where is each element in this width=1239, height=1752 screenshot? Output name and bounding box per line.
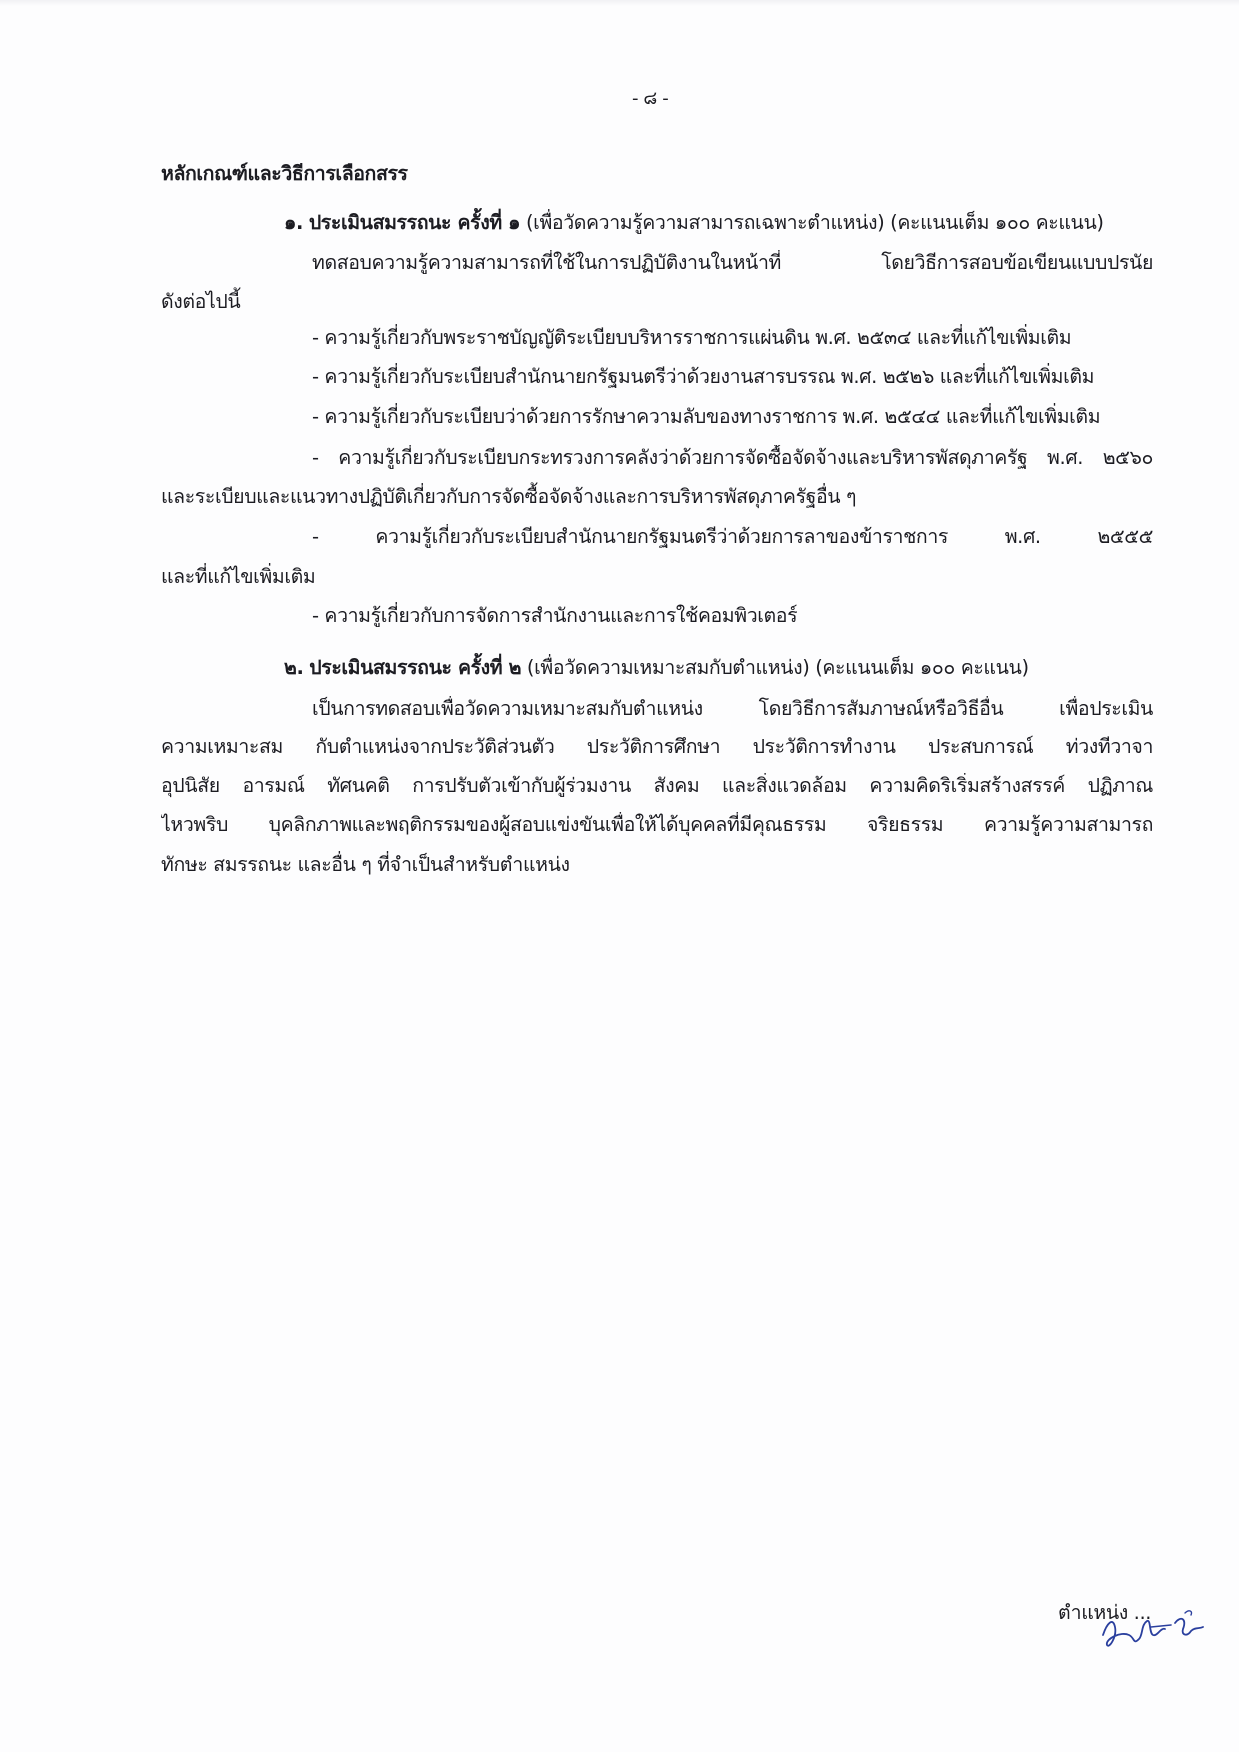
section1-item-2: - ความรู้เกี่ยวกับระเบียบสำนักนายกรัฐมนตรีว่าด้วยงานสารบรรณ พ.ศ. ๒๕๒๖ และที่แก้ไขเพิ่มเติม <box>312 365 1095 388</box>
section1-header <box>284 210 1104 236</box>
section1-item-1: - ความรู้เกี่ยวกับพระราชบัญญัติระเบียบบริหารราชการแผ่นดิน พ.ศ. ๒๕๓๔ และที่แก้ไขเพิ่มเติม <box>312 326 1072 349</box>
document-heading: หลักเกณฑ์และวิธีการเลือกสรร <box>161 162 408 185</box>
section1-intro-line-2: ดังต่อไปนี้ <box>161 290 241 313</box>
scan-edge-shading <box>0 0 1239 6</box>
section2-line-4: ไหวพริบ บุคลิกภาพและพฤติกรรมของผู้สอบแข่งขันเพื่อให้ได้บุคคลที่มีคุณธรรม จริยธรรม ความรู้ความสามารถ <box>161 813 1153 836</box>
section2-line-3: อุปนิสัย อารมณ์ ทัศนคติ การปรับตัวเข้ากับผู้ร่วมงาน สังคม และสิ่งแวดล้อม ความคิดริเริ่มสร้างสรรค์ ปฏิภาณ <box>161 774 1153 797</box>
section1-item-5-continued: และที่แก้ไขเพิ่มเติม <box>161 565 316 588</box>
section2-subtitle: (เพื่อวัดความเหมาะสมกับตำแหน่ง) (คะแนนเต็ม ๑๐๐ คะแนน) <box>526 656 1029 679</box>
section2-number: ๒. <box>284 656 304 679</box>
section2-line-1: เป็นการทดสอบเพื่อวัดความเหมาะสมกับตำแหน่ง โดยวิธีการสัมภาษณ์หรือวิธีอื่น เพื่อประเมิน <box>312 697 1153 720</box>
section1-item-6: - ความรู้เกี่ยวกับการจัดการสำนักงานและการใช้คอมพิวเตอร์ <box>312 604 798 627</box>
section1-subtitle: (เพื่อวัดความรู้ความสามารถเฉพาะตำแหน่ง) (คะแนนเต็ม ๑๐๐ คะแนน) <box>525 211 1104 234</box>
section1-title: ประเมินสมรรถนะ ครั้งที่ ๑ <box>308 211 521 234</box>
section2-line-5: ทักษะ สมรรถนะ และอื่น ๆ ที่จำเป็นสำหรับตำแหน่ง <box>161 853 570 876</box>
section1-item-4: - ความรู้เกี่ยวกับระเบียบกระทรวงการคลังว่าด้วยการจัดซื้อจัดจ้างและบริหารพัสดุภาครัฐ พ.ศ. ๒๕๖๐ <box>312 446 1153 469</box>
page-number: - ๘ - <box>632 88 669 109</box>
section1-item-4-continued: และระเบียบและแนวทางปฏิบัติเกี่ยวกับการจัดซื้อจัดจ้างและการบริหารพัสดุภาครัฐอื่น ๆ <box>161 485 857 508</box>
continuation-text: ตำแหน่ง ... <box>1058 1601 1152 1624</box>
section1-number: ๑. <box>284 211 303 234</box>
section1-item-5: - ความรู้เกี่ยวกับระเบียบสำนักนายกรัฐมนตรีว่าด้วยการลาของข้าราชการ พ.ศ. ๒๕๕๕ <box>312 525 1153 548</box>
section1-intro-line-1: ทดสอบความรู้ความสามารถที่ใช้ในการปฏิบัติงานในหน้าที่ โดยวิธีการสอบข้อเขียนแบบปรนัย <box>312 251 1153 274</box>
section2-title: ประเมินสมรรถนะ ครั้งที่ ๒ <box>309 656 522 679</box>
handwritten-signature <box>1095 1605 1207 1655</box>
section2-line-2: ความเหมาะสม กับตำแหน่งจากประวัติส่วนตัว ประวัติการศึกษา ประวัติการทำงาน ประสบการณ์ ท่วงทีวาจา <box>161 735 1153 758</box>
section1-item-3: - ความรู้เกี่ยวกับระเบียบว่าด้วยการรักษาความลับของทางราชการ พ.ศ. ๒๕๔๔ และที่แก้ไขเพิ่มเติม <box>312 405 1101 428</box>
section2-header <box>284 655 1029 681</box>
